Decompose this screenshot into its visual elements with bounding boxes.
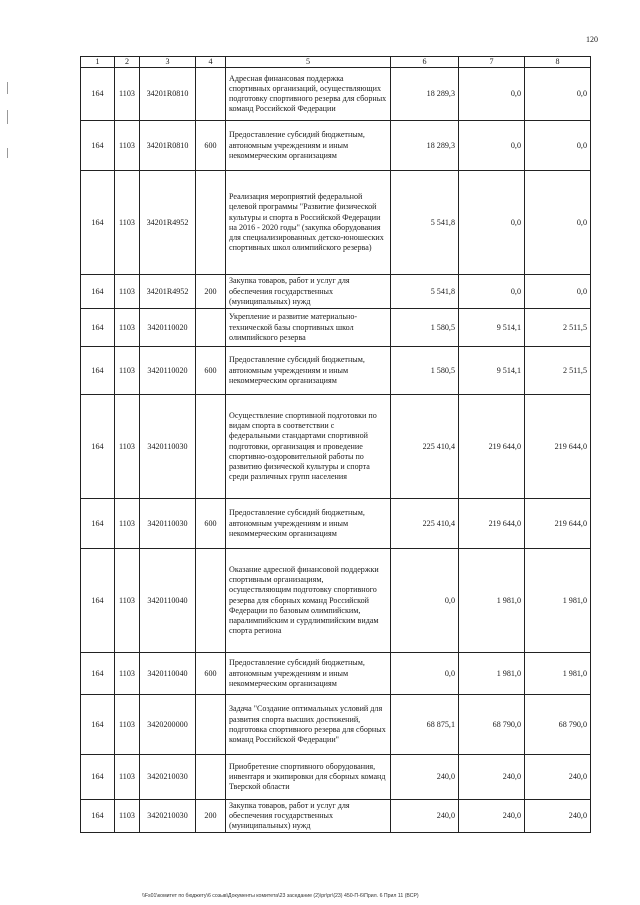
cell-description: Осуществление спортивной подготовки по видам спорта в соответствии с федеральными стандартами спортивной подготовки, организация и проведение спортивно-оздоровительной работы по развитию физической культуры и спорта среди различных групп населения <box>226 395 391 499</box>
table-row <box>81 653 591 695</box>
cell-description: Приобретение спортивного оборудования, инвентаря и экипировки для сборных команд Тверской области <box>226 755 391 800</box>
cell-expense-type <box>196 68 226 121</box>
cell-amount-year1: 225 410,4 <box>391 395 459 499</box>
table-row <box>81 755 591 800</box>
cell-amount-year2: 1 981,0 <box>459 653 525 695</box>
column-header-3: 3 <box>140 57 196 68</box>
cell-target-article: 34201R4952 <box>140 171 196 275</box>
cell-expense-type: 600 <box>196 499 226 549</box>
cell-amount-year3: 240,0 <box>525 800 591 833</box>
cell-target-article: 34201R4952 <box>140 275 196 309</box>
cell-section-code: 1103 <box>115 653 140 695</box>
cell-amount-year1: 225 410,4 <box>391 499 459 549</box>
cell-description: Укрепление и развитие материально-технической базы спортивных школ олимпийского резерва <box>226 309 391 347</box>
cell-target-article: 34201R0810 <box>140 121 196 171</box>
table-row <box>81 347 591 395</box>
cell-admin-code: 164 <box>81 121 115 171</box>
cell-section-code: 1103 <box>115 121 140 171</box>
cell-admin-code: 164 <box>81 800 115 833</box>
cell-amount-year1: 1 580,5 <box>391 347 459 395</box>
cell-amount-year2: 219 644,0 <box>459 395 525 499</box>
cell-expense-type: 200 <box>196 275 226 309</box>
column-header-5: 5 <box>226 57 391 68</box>
cell-amount-year1: 68 875,1 <box>391 695 459 755</box>
cell-target-article: 3420110030 <box>140 395 196 499</box>
cell-target-article: 3420110020 <box>140 347 196 395</box>
cell-amount-year2: 0,0 <box>459 121 525 171</box>
cell-admin-code: 164 <box>81 275 115 309</box>
cell-expense-type <box>196 309 226 347</box>
cell-description: Закупка товаров, работ и услуг для обеспечения государственных (муниципальных) нужд <box>226 800 391 833</box>
cell-admin-code: 164 <box>81 549 115 653</box>
budget-table <box>80 56 591 833</box>
cell-section-code: 1103 <box>115 68 140 121</box>
cell-admin-code: 164 <box>81 171 115 275</box>
cell-amount-year2: 240,0 <box>459 755 525 800</box>
cell-expense-type <box>196 549 226 653</box>
cell-amount-year3: 1 981,0 <box>525 549 591 653</box>
cell-admin-code: 164 <box>81 309 115 347</box>
cell-description: Оказание адресной финансовой поддержки спортивным организациям, осуществляющим подготовку спортивного резерва для сборных команд Российской Федерации по базовым олимпийским, паралимпийским и сурдлимпийским видам спорта региона <box>226 549 391 653</box>
cell-section-code: 1103 <box>115 395 140 499</box>
cell-amount-year2: 9 514,1 <box>459 309 525 347</box>
cell-admin-code: 164 <box>81 499 115 549</box>
cell-amount-year1: 240,0 <box>391 755 459 800</box>
cell-amount-year1: 18 289,3 <box>391 121 459 171</box>
cell-amount-year2: 240,0 <box>459 800 525 833</box>
cell-amount-year2: 9 514,1 <box>459 347 525 395</box>
column-header-7: 7 <box>459 57 525 68</box>
cell-amount-year2: 0,0 <box>459 275 525 309</box>
cell-section-code: 1103 <box>115 800 140 833</box>
cell-target-article: 3420110020 <box>140 309 196 347</box>
cell-section-code: 1103 <box>115 309 140 347</box>
cell-target-article: 3420200000 <box>140 695 196 755</box>
cell-description: Задача "Создание оптимальных условий для развития спорта высших достижений, подготовка спортивного резерва для сборных команд Российской Федерации" <box>226 695 391 755</box>
cell-amount-year3: 2 511,5 <box>525 347 591 395</box>
cell-expense-type: 600 <box>196 653 226 695</box>
cell-description: Предоставление субсидий бюджетным, автономным учреждениям и иным некоммерческим организациям <box>226 347 391 395</box>
cell-section-code: 1103 <box>115 755 140 800</box>
table-row <box>81 309 591 347</box>
cell-amount-year3: 2 511,5 <box>525 309 591 347</box>
table-row <box>81 695 591 755</box>
cell-amount-year3: 219 644,0 <box>525 395 591 499</box>
column-header-1: 1 <box>81 57 115 68</box>
table-row <box>81 549 591 653</box>
cell-target-article: 3420210030 <box>140 755 196 800</box>
cell-amount-year1: 0,0 <box>391 549 459 653</box>
table-row <box>81 171 591 275</box>
cell-amount-year1: 0,0 <box>391 653 459 695</box>
cell-amount-year2: 68 790,0 <box>459 695 525 755</box>
cell-admin-code: 164 <box>81 347 115 395</box>
cell-amount-year1: 240,0 <box>391 800 459 833</box>
page-number: 120 <box>586 35 598 44</box>
cell-amount-year3: 68 790,0 <box>525 695 591 755</box>
table-row <box>81 499 591 549</box>
scan-margin-mark <box>7 110 8 124</box>
cell-section-code: 1103 <box>115 171 140 275</box>
cell-description: Адресная финансовая поддержка спортивных организаций, осуществляющих подготовку спортивного резерва для сборных команд Российской Федерации <box>226 68 391 121</box>
cell-amount-year2: 1 981,0 <box>459 549 525 653</box>
cell-amount-year3: 1 981,0 <box>525 653 591 695</box>
table-row <box>81 395 591 499</box>
cell-admin-code: 164 <box>81 695 115 755</box>
cell-expense-type <box>196 695 226 755</box>
cell-amount-year3: 240,0 <box>525 755 591 800</box>
cell-section-code: 1103 <box>115 499 140 549</box>
cell-expense-type: 600 <box>196 121 226 171</box>
cell-target-article: 3420210030 <box>140 800 196 833</box>
column-header-6: 6 <box>391 57 459 68</box>
cell-description: Предоставление субсидий бюджетным, автономным учреждениям и иным некоммерческим организациям <box>226 653 391 695</box>
cell-amount-year1: 1 580,5 <box>391 309 459 347</box>
cell-section-code: 1103 <box>115 695 140 755</box>
cell-admin-code: 164 <box>81 68 115 121</box>
cell-amount-year3: 0,0 <box>525 275 591 309</box>
cell-target-article: 3420110030 <box>140 499 196 549</box>
column-header-2: 2 <box>115 57 140 68</box>
table-row <box>81 800 591 833</box>
cell-amount-year3: 219 644,0 <box>525 499 591 549</box>
cell-expense-type: 600 <box>196 347 226 395</box>
column-header-4: 4 <box>196 57 226 68</box>
cell-section-code: 1103 <box>115 275 140 309</box>
table-header-row <box>81 57 591 68</box>
cell-description: Реализация мероприятий федеральной целевой программы "Развитие физической культуры и спорта в Российской Федерации на 2016 - 2020 годы" (закупка оборудования для специализированных детско-юношеских спортивных школ олимпийского резерва) <box>226 171 391 275</box>
cell-admin-code: 164 <box>81 653 115 695</box>
cell-target-article: 34201R0810 <box>140 68 196 121</box>
file-path-footer: \\Fs01\комитет по бюджету\6 созыв\Документы комитета\23 заседание (2)\pr\pr\(23) 450-П-6\Прил. 6 Прил 11 (ВСР) <box>142 893 419 899</box>
cell-amount-year1: 5 541,8 <box>391 171 459 275</box>
cell-expense-type <box>196 395 226 499</box>
cell-description: Предоставление субсидий бюджетным, автономным учреждениям и иным некоммерческим организациям <box>226 121 391 171</box>
cell-admin-code: 164 <box>81 395 115 499</box>
cell-amount-year2: 0,0 <box>459 68 525 121</box>
cell-expense-type: 200 <box>196 800 226 833</box>
scan-margin-mark <box>7 82 8 94</box>
cell-description: Предоставление субсидий бюджетным, автономным учреждениям и иным некоммерческим организациям <box>226 499 391 549</box>
cell-target-article: 3420110040 <box>140 549 196 653</box>
cell-amount-year3: 0,0 <box>525 121 591 171</box>
cell-section-code: 1103 <box>115 549 140 653</box>
cell-section-code: 1103 <box>115 347 140 395</box>
cell-description: Закупка товаров, работ и услуг для обеспечения государственных (муниципальных) нужд <box>226 275 391 309</box>
cell-expense-type <box>196 755 226 800</box>
cell-amount-year1: 5 541,8 <box>391 275 459 309</box>
cell-expense-type <box>196 171 226 275</box>
cell-target-article: 3420110040 <box>140 653 196 695</box>
cell-amount-year2: 0,0 <box>459 171 525 275</box>
cell-amount-year1: 18 289,3 <box>391 68 459 121</box>
scan-margin-mark <box>7 148 8 158</box>
table-row <box>81 121 591 171</box>
cell-amount-year2: 219 644,0 <box>459 499 525 549</box>
cell-amount-year3: 0,0 <box>525 171 591 275</box>
table-row <box>81 275 591 309</box>
cell-admin-code: 164 <box>81 755 115 800</box>
table-row <box>81 68 591 121</box>
cell-amount-year3: 0,0 <box>525 68 591 121</box>
column-header-8: 8 <box>525 57 591 68</box>
